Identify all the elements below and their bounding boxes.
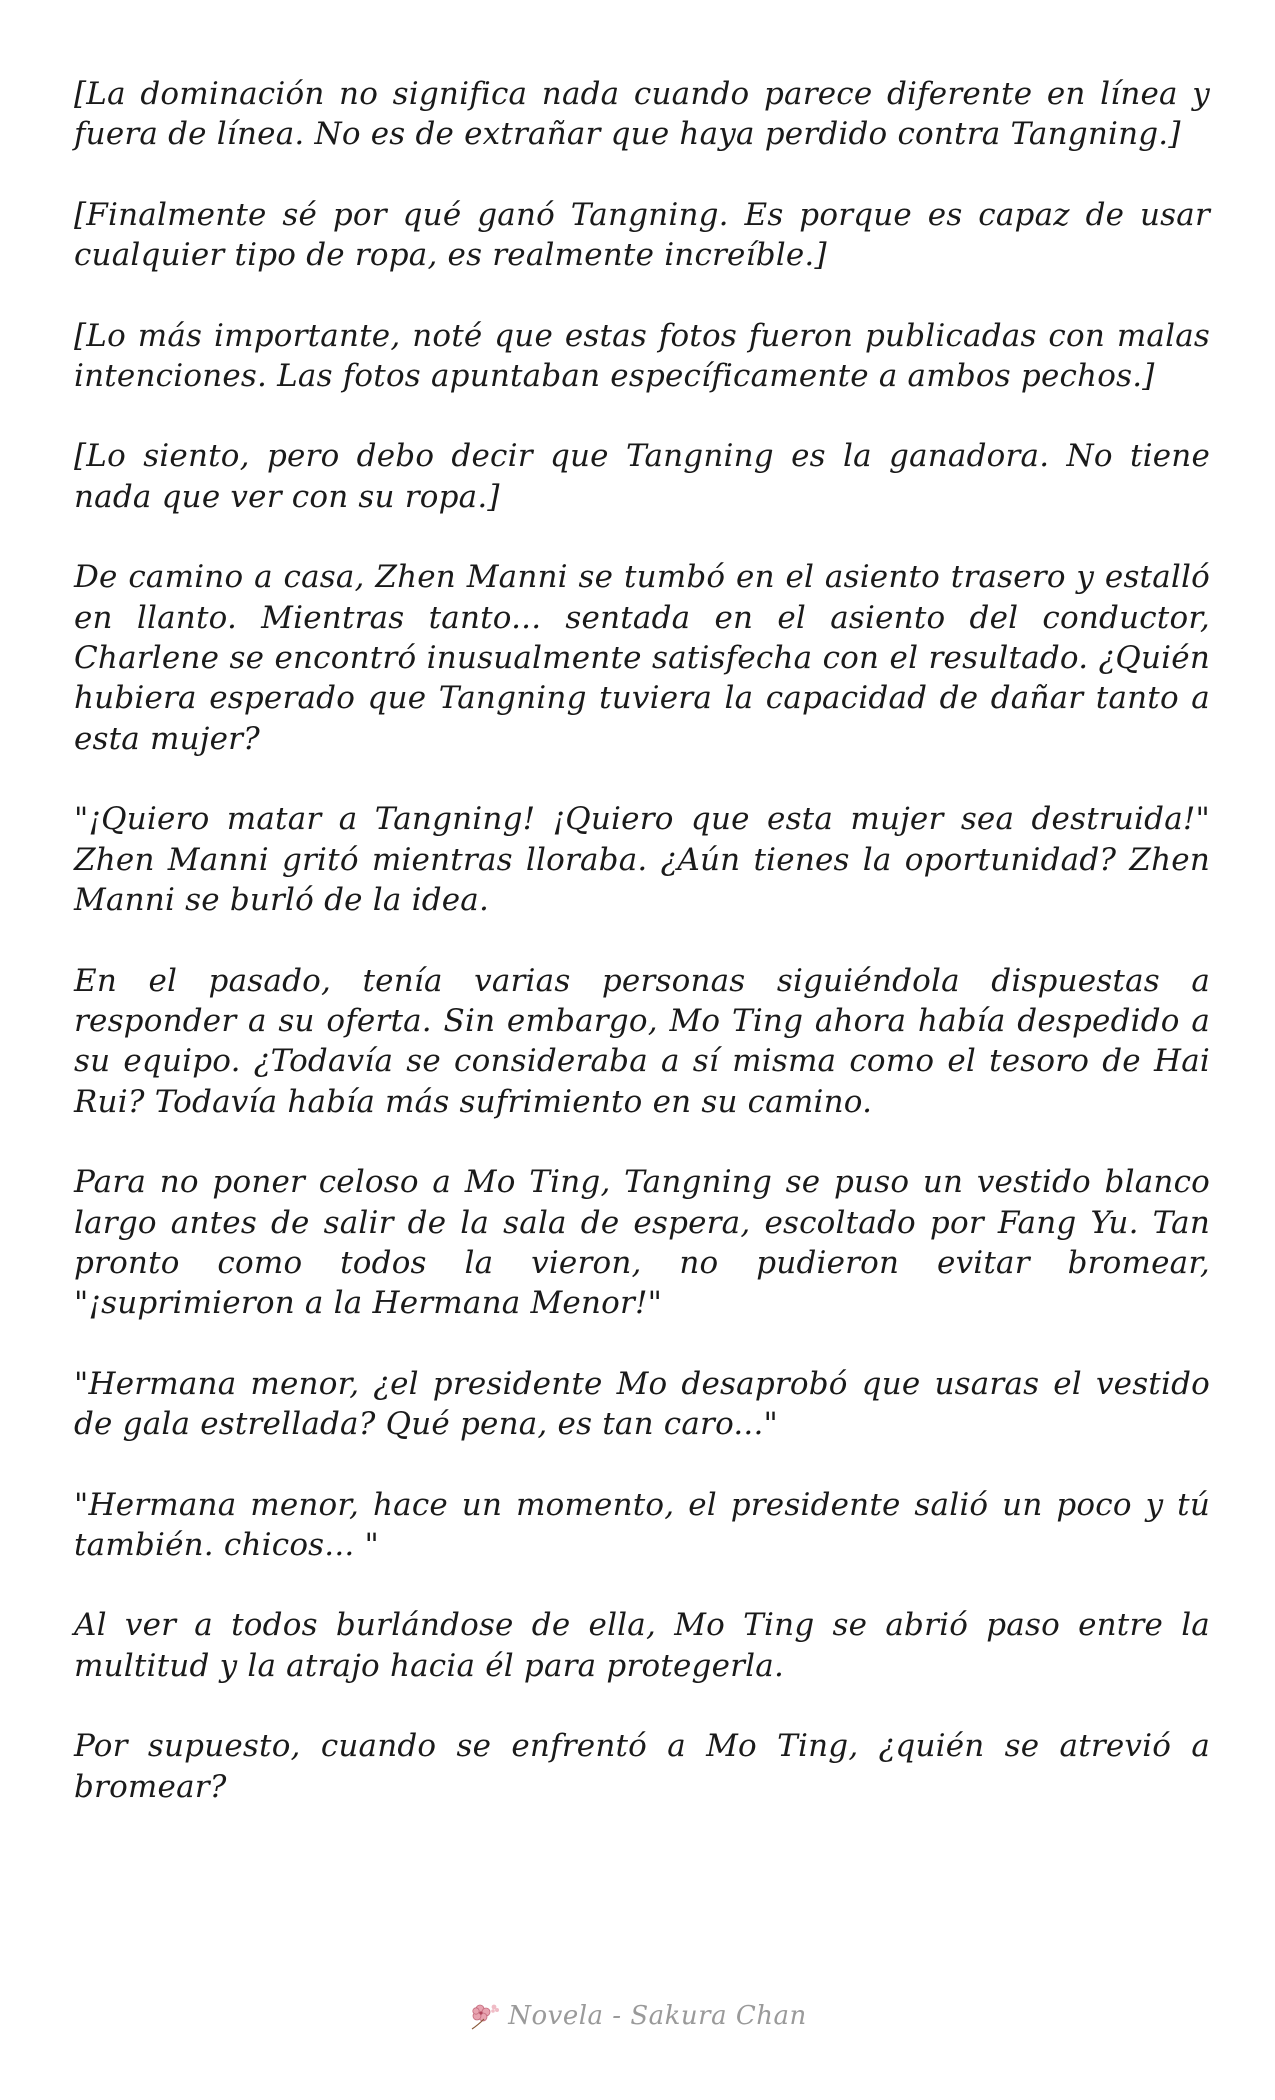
paragraph-9: "Hermana menor, ¿el presidente Mo desaprobó que usaras el vestido de gala estrellada? Qué pena, es tan caro...": [74, 1365, 1210, 1443]
paragraph-5: De camino a casa, Zhen Manni se tumbó en el asiento trasero y estalló en llanto. Mientras tanto... sentada en el asiento del conductor, Charlene se encontró inusualmente satisfecha con el resultado. ¿Quién hubiera esperado que Tangning tuviera la capacidad de dañar tanto a esta mujer?: [74, 559, 1210, 757]
paragraph-7: En el pasado, tenía varias personas siguiéndola dispuestas a responder a su oferta. Sin embargo, Mo Ting ahora había despedido a su equipo. ¿Todavía se consideraba a sí misma como el tesoro de Hai Rui? Todavía había más sufrimiento en su camino.: [74, 962, 1210, 1120]
paragraph-3: [Lo más importante, noté que estas fotos fueron publicadas con malas intenciones. Las fotos apuntaban específicamente a ambos pechos.]: [74, 317, 1210, 395]
paragraph-11: Al ver a todos burlándose de ella, Mo Ting se abrió paso entre la multitud y la atrajo hacia él para protegerla.: [74, 1607, 1210, 1684]
footer-text: Novela - Sakura Chan: [508, 2001, 807, 2031]
document-body: [74, 74, 1210, 1847]
paragraph-2: [Finalmente sé por qué ganó Tangning. Es porque es capaz de usar cualquier tipo de ropa, es realmente increíble.]: [74, 196, 1210, 274]
paragraph-10: "Hermana menor, hace un momento, el presidente salió un poco y tú también. chicos... ": [74, 1486, 1210, 1563]
paragraph-12: Por supuesto, cuando se enfrentó a Mo Ting, ¿quién se atrevió a bromear?: [74, 1728, 1210, 1805]
sakura-flower-icon: [468, 2001, 502, 2031]
footer-watermark: [0, 1996, 1275, 2036]
paragraph-8: Para no poner celoso a Mo Ting, Tangning se puso un vestido blanco largo antes de salir de la sala de espera, escoltado por Fang Yu. Tan pronto como todos la vieron, no pudieron evitar bromear, "¡suprimieron a la Hermana Menor!": [74, 1164, 1210, 1322]
paragraph-1: [La dominación no significa nada cuando parece diferente en línea y fuera de línea. No es de extrañar que haya perdido contra Tangning.]: [74, 76, 1210, 153]
paragraph-4: [Lo siento, pero debo decir que Tangning es la ganadora. No tiene nada que ver con su ropa.]: [74, 438, 1210, 515]
paragraph-6: "¡Quiero matar a Tangning! ¡Quiero que esta mujer sea destruida!" Zhen Manni gritó mientras lloraba. ¿Aún tienes la oportunidad? Zhen Manni se burló de la idea.: [74, 801, 1210, 919]
footer-inner: [468, 2001, 807, 2031]
